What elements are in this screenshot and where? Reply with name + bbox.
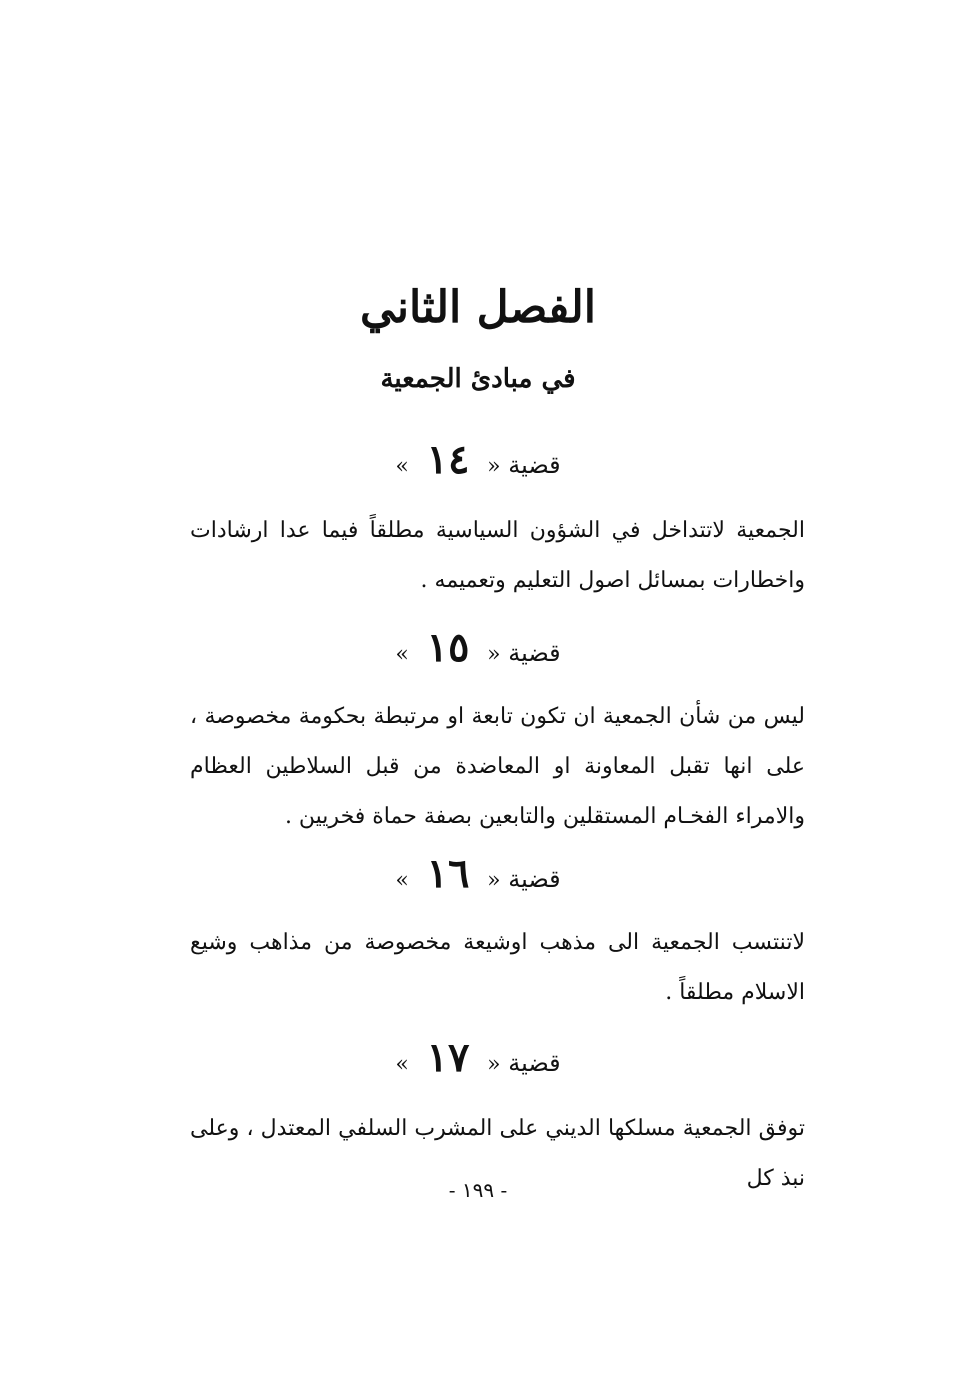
open-quote: «	[487, 868, 501, 893]
issue-label: قضية	[508, 1049, 561, 1077]
chapter-subtitle: في مبادئ الجمعية	[380, 364, 576, 394]
close-quote: »	[395, 454, 409, 479]
close-quote: »	[395, 1052, 409, 1077]
issue-heading-17	[0, 1036, 956, 1087]
issue-number: ١٦	[426, 850, 470, 897]
issue-text-16: لاتنتسب الجمعية الى مذهب اوشيعة مخصوصة من مذاهب وشيع الاسلام مطلقاً .	[190, 930, 805, 1005]
issue-number: ١٧	[426, 1034, 470, 1081]
issue-heading-16	[0, 852, 956, 903]
issue-text-17: توفق الجمعية مسلكها الديني على المشرب السلفي المعتدل ، وعلى نبذ كل	[190, 1116, 805, 1191]
chapter-title: الفصل الثاني	[360, 282, 596, 333]
close-quote: »	[395, 868, 409, 893]
open-quote: «	[487, 1052, 501, 1077]
issue-text-15: ليس من شأن الجمعية ان تكون تابعة او مرتبطة بحكومة مخصوصة ، على انها تقبل المعاونة او المعاضدة من قبل السلاطين العظام والامراء الفخـام المستقلين والتابعين بصفة حماة فخريين .	[190, 704, 805, 829]
close-quote: »	[395, 642, 409, 667]
page-number: - ١٩٩ -	[448, 1178, 508, 1202]
issue-heading-14	[0, 438, 956, 489]
issue-text-14: الجمعية لاتتداخل في الشؤون السياسية مطلقاً فيما عدا ارشادات واخطارات بمسائل اصول التعليم وتعميمه .	[190, 518, 805, 593]
issue-label: قضية	[508, 451, 561, 479]
issue-number: ١٤	[426, 436, 470, 483]
open-quote: «	[487, 454, 501, 479]
issue-label: قضية	[508, 865, 561, 893]
open-quote: «	[487, 642, 501, 667]
issue-number: ١٥	[426, 624, 470, 671]
issue-heading-15	[0, 626, 956, 677]
issue-label: قضية	[508, 639, 561, 667]
